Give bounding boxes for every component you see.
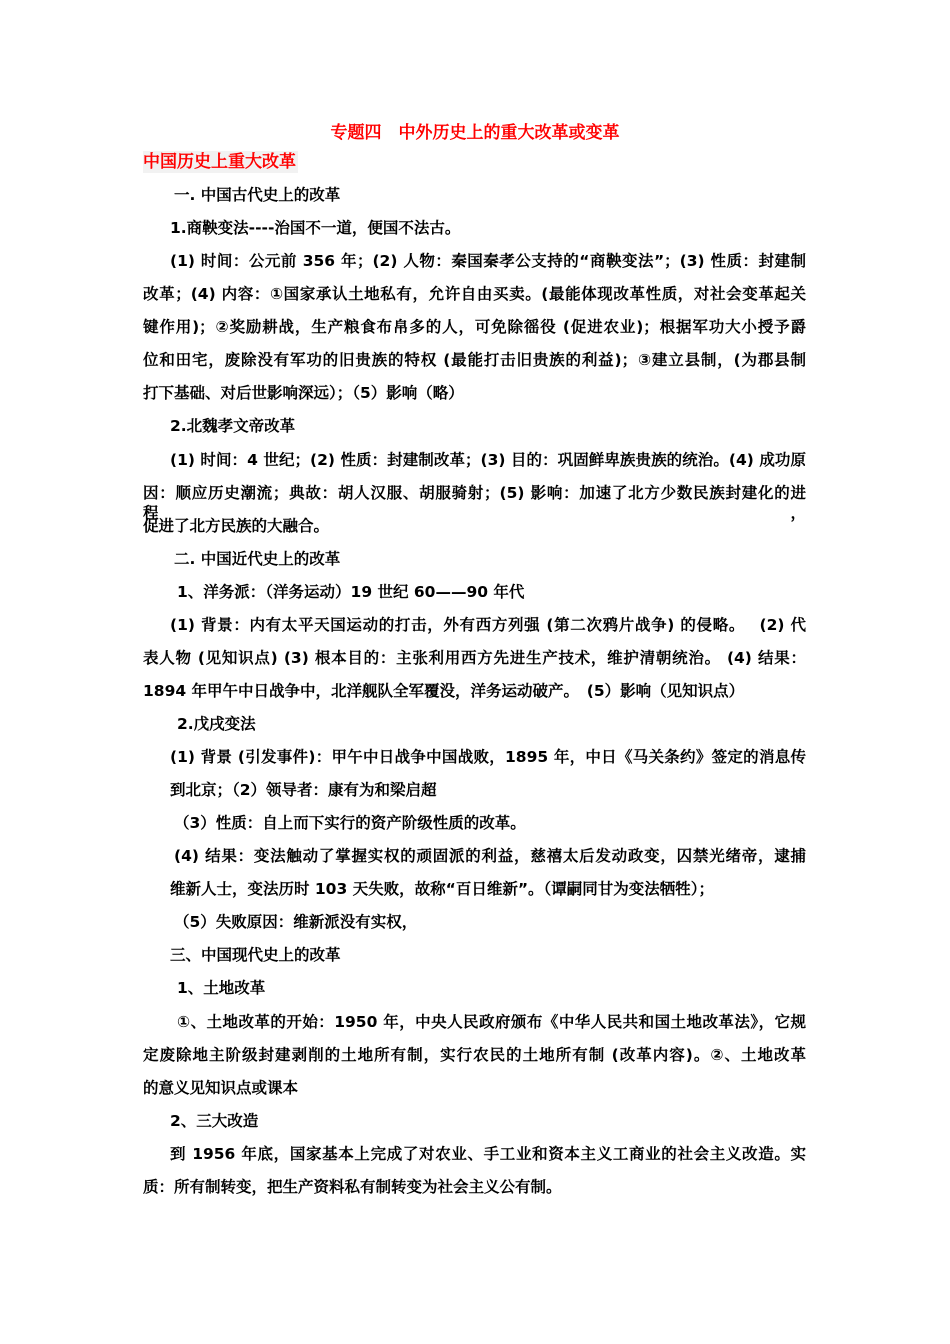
paragraph-line: 键作用)；②奖励耕战，生产粮食布帛多的人，可免除徭役 (促进农业)；根据军功大小授予爵 <box>143 318 806 336</box>
paragraph-line: 到 1956 年底，国家基本上完成了对农业、手工业和资本主义工商业的社会主义改造。实 <box>170 1145 806 1163</box>
paragraph-line: (4) 结果：变法触动了掌握实权的顽固派的利益，慈禧太后发动政变，囚禁光绪帝，逮捕 <box>174 847 806 865</box>
subheading-three-transformations: 2、三大改造 <box>170 1112 259 1130</box>
subheading-land-reform: 1、土地改革 <box>177 979 266 997</box>
paragraph-line: 表人物 (见知识点) (3) 根本目的：主张利用西方先进生产技术，维护清朝统治。 (4) 结果： <box>143 649 806 667</box>
paragraph-line: 促进了北方民族的大融合。 <box>143 517 330 535</box>
paragraph-line: 1894 年甲午中日战争中，北洋舰队全军覆没，洋务运动破产。 (5）影响（见知识点） <box>143 682 745 700</box>
heading-ancient: 一. 中国古代史上的改革 <box>174 186 341 204</box>
paragraph-line: (1) 背景 (引发事件)：甲午中日战争中国战败，1895 年，中日《马关条约》签定的消息传 <box>170 748 806 766</box>
subheading-yangwu: 1、洋务派：（洋务运动）19 世纪 60——90 年代 <box>177 583 525 601</box>
heading-contemporary: 三、中国现代史上的改革 <box>170 946 341 964</box>
paragraph-line: (1) 时间：公元前 356 年；(2) 人物：秦国秦孝公支持的“商鞅变法”；(3) 性质：封建制 <box>170 252 806 270</box>
paragraph-line: 定废除地主阶级封建剥削的土地所有制，实行农民的土地所有制 (改革内容)。②、土地改革 <box>143 1046 806 1064</box>
subheading-xiaowen: 2.北魏孝文帝改革 <box>170 417 296 435</box>
section-heading: 中国历史上重大改革 <box>143 152 296 172</box>
paragraph-line: (1) 时间：4 世纪；(2) 性质：封建制改革；(3) 目的：巩固鲜卑族贵族的统治。(4) 成功原 <box>170 451 806 469</box>
document-title: 专题四 中外历史上的重大改革或变革 <box>330 123 620 143</box>
paragraph-line: （3）性质：自上而下实行的资产阶级性质的改革。 <box>174 814 526 832</box>
paragraph-line: 的意义见知识点或课本 <box>143 1079 299 1097</box>
paragraph-line: 位和田宅，废除没有军功的旧贵族的特权 (最能打击旧贵族的利益)；③建立县制，(为郡县制 <box>143 351 806 369</box>
paragraph-line: 维新人士，变法历时 103 天失败，故称“百日维新”。（谭嗣同甘为变法牺牲）； <box>170 880 715 898</box>
paragraph-line: （5）失败原因：维新派没有实权， <box>174 913 418 931</box>
paragraph-line: ①、土地改革的开始：1950 年，中央人民政府颁布《中华人民共和国土地改革法》，它规 <box>177 1013 806 1031</box>
paragraph-line: 质：所有制转变，把生产资料私有制转变为社会主义公有制。 <box>143 1178 562 1196</box>
subheading-wuxu: 2.戊戌变法 <box>177 715 256 733</box>
subheading-shang-yang: 1.商鞅变法----治国不一道，便国不法古。 <box>170 219 461 237</box>
paragraph-line: 到北京；（2）领导者：康有为和梁启超 <box>170 781 437 799</box>
paragraph-line: 打下基础、对后世影响深远）；（5）影响（略） <box>143 384 464 402</box>
paragraph-line: 因：顺应历史潮流；典故：胡人汉服、胡服骑射；(5) 影响：加速了北方少数民族封建化的进程， <box>143 484 806 522</box>
paragraph-line: (1) 背景：内有太平天国运动的打击，外有西方列强 (第二次鸦片战争) 的侵略。 (2) 代 <box>170 616 806 634</box>
heading-modern: 二. 中国近代史上的改革 <box>174 550 341 568</box>
paragraph-line: 改革；(4) 内容：①国家承认土地私有，允许自由买卖。(最能体现改革性质，对社会变革起关 <box>143 285 806 303</box>
